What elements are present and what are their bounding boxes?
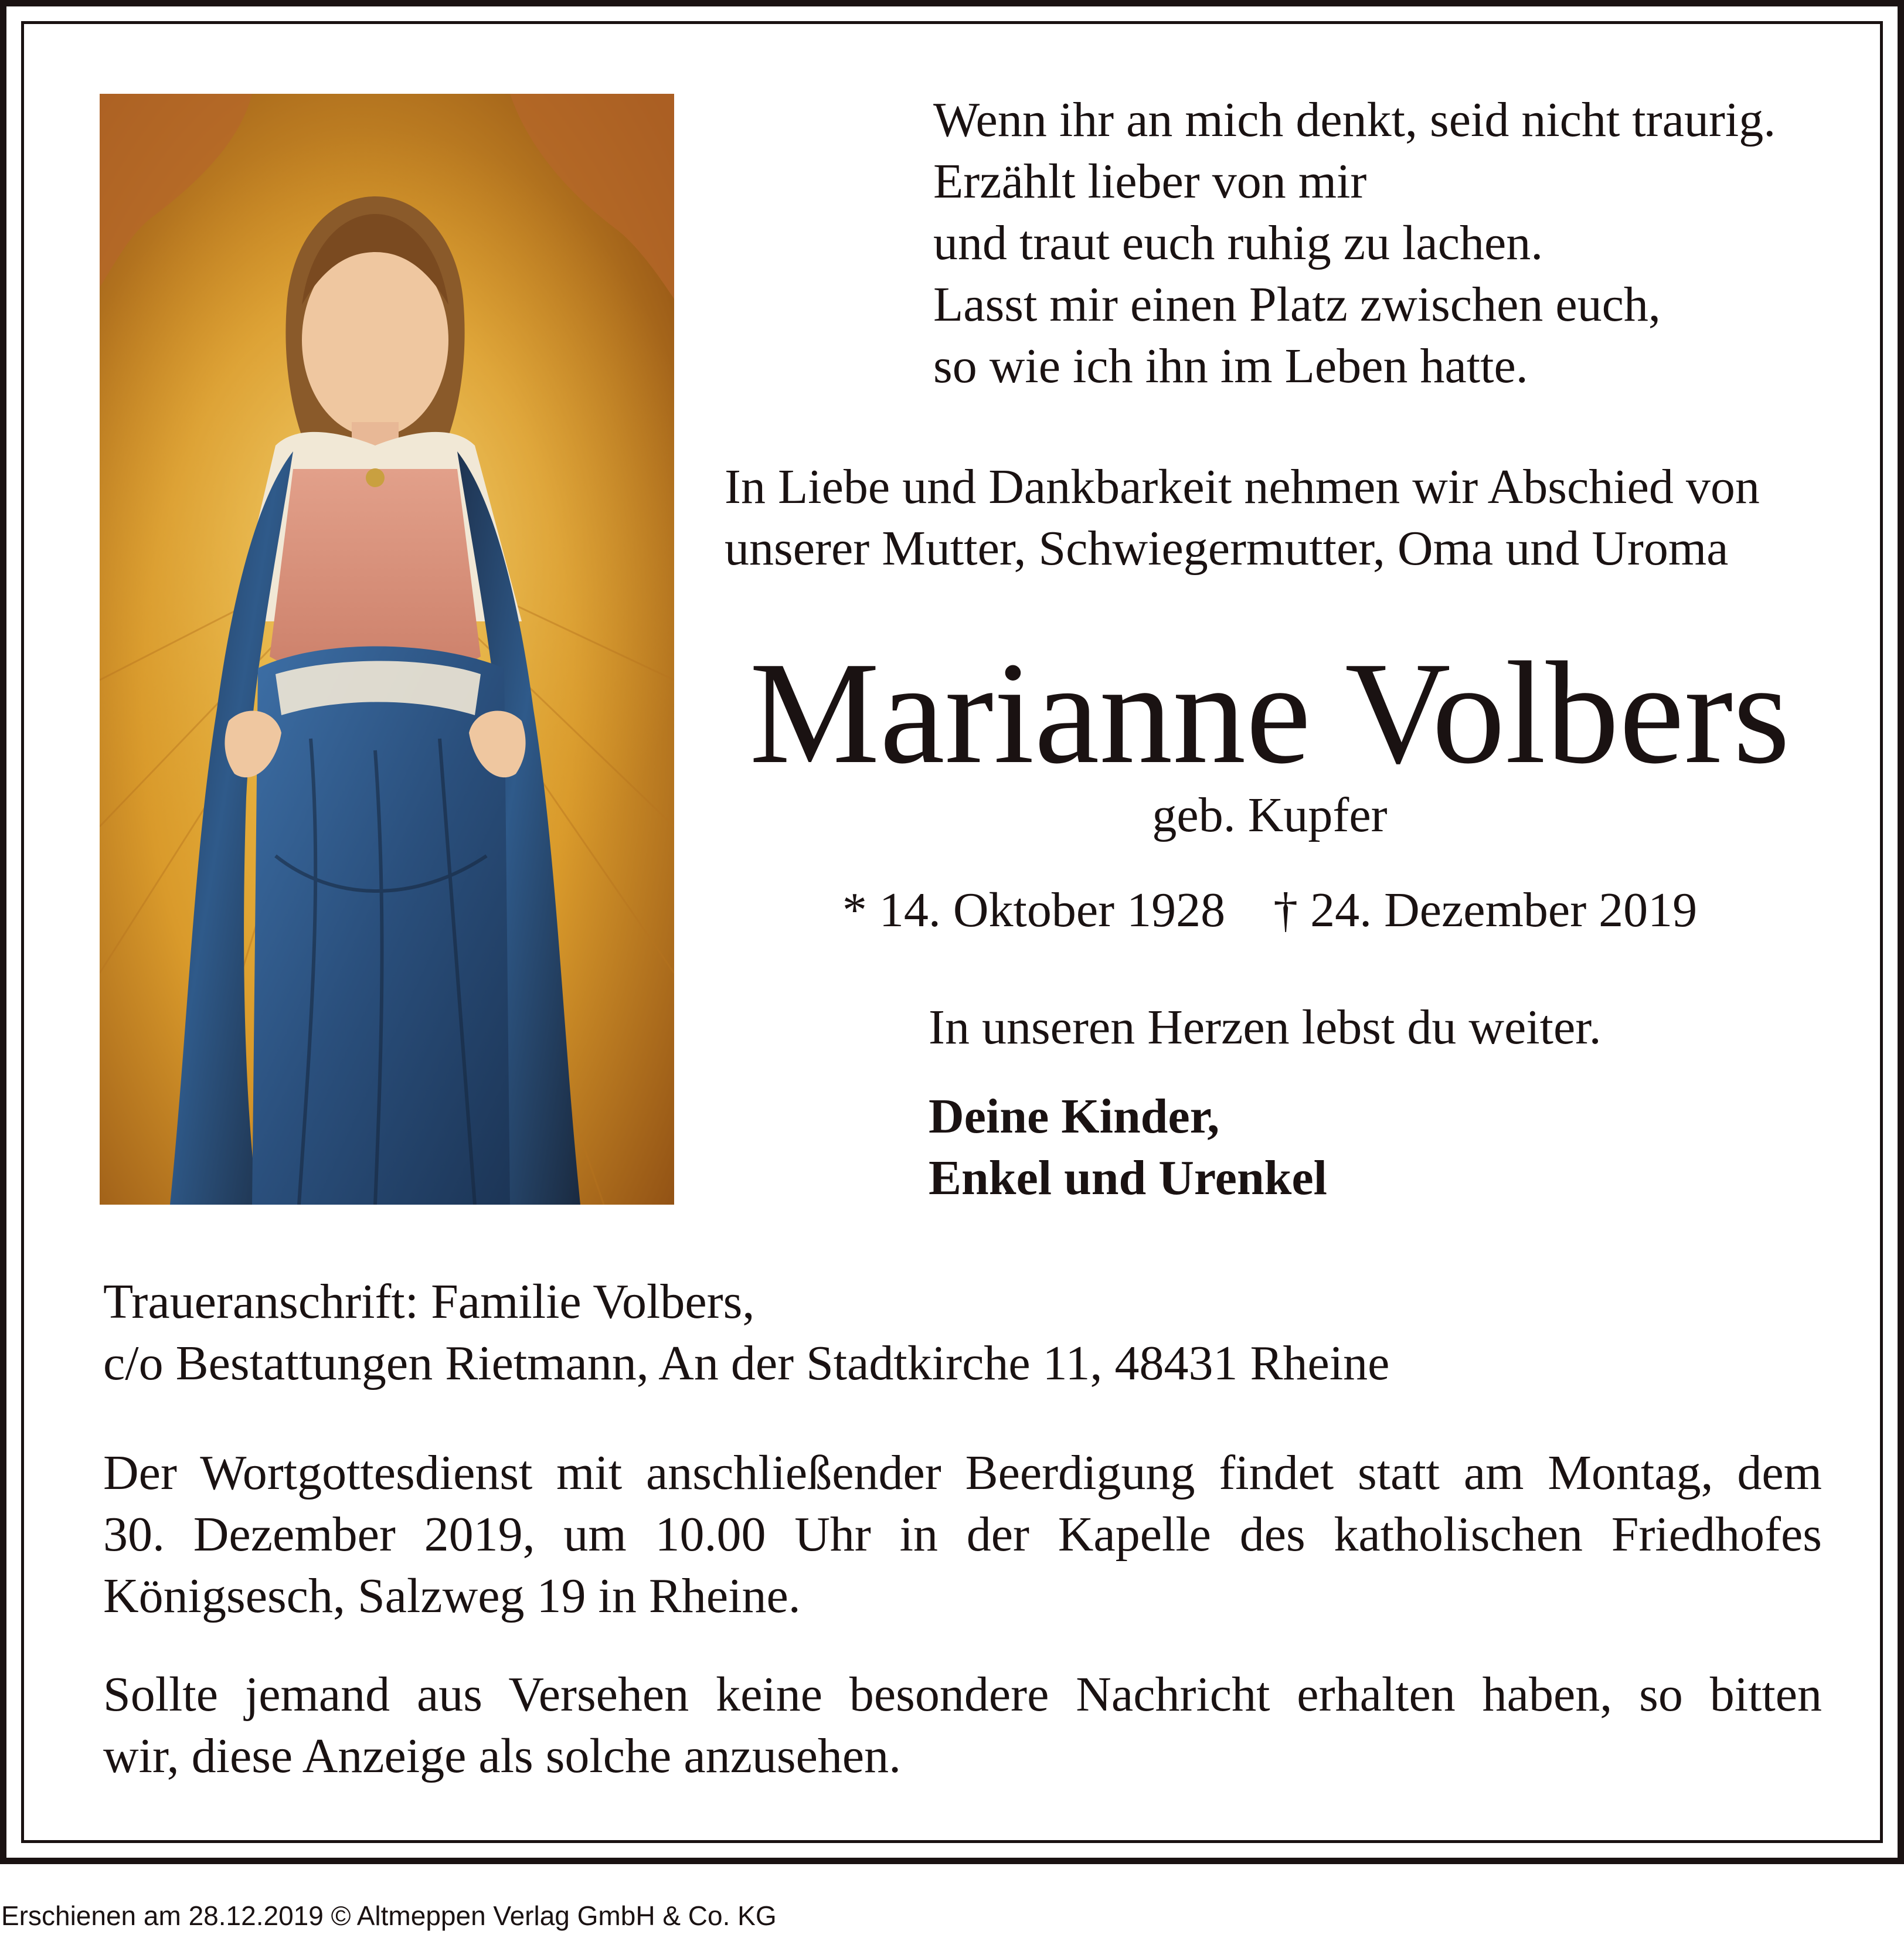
birth-date: * 14. Oktober 1928 [842,883,1226,937]
notice-line: wir, diese Anzeige als solche anzusehen. [103,1729,902,1783]
intro-line: In Liebe und Dankbarkeit nehmen wir Abschied von [725,460,1760,514]
poem-line: Wenn ihr an mich denkt, seid nicht traurig. [933,93,1776,147]
address-line: Traueranschrift: Familie Volbers, [103,1274,755,1329]
poem-line: Lasst mir einen Platz zwischen euch, [933,277,1661,332]
signoff-line: Deine Kinder, [929,1089,1220,1144]
notice-text [103,1664,1822,1787]
service-info [103,1442,1822,1627]
deceased-name: Marianne Volbers [749,632,1790,794]
life-dates [725,879,1815,941]
maiden-name: geb. Kupfer [1152,788,1388,842]
service-line: Der Wortgottesdienst mit anschließender Beerdigung findet statt am Montag, dem [103,1446,1822,1500]
address-line: c/o Bestattungen Rietmann, An der Stadtkirche 11, 48431 Rheine [103,1336,1390,1390]
service-line: 30. Dezember 2019, um 10.00 Uhr in der Kapelle des katholischen Friedhofes [103,1507,1822,1562]
notice-line: Sollte jemand aus Versehen keine besondere Nachricht erhalten haben, so bitten [103,1667,1822,1722]
death-date: † 24. Dezember 2019 [1273,883,1698,937]
farewell-intro [725,456,1815,579]
madonna-painting [100,94,674,1205]
madonna-illustration [100,94,674,1205]
poem-line: so wie ich ihn im Leben hatte. [933,339,1528,393]
service-line: Königsesch, Salzweg 19 in Rheine. [103,1569,801,1623]
mourning-address [103,1271,1389,1394]
poem-line: und traut euch ruhig zu lachen. [933,216,1543,270]
closing-line: In unseren Herzen lebst du weiter. [929,1000,1602,1055]
family-signoff [929,1086,1327,1209]
publication-footer: Erschienen am 28.12.2019 © Altmeppen Verlag GmbH & Co. KG [1,1900,777,1931]
intro-line: unserer Mutter, Schwiegermutter, Oma und Uroma [725,521,1729,576]
poem [933,89,1776,397]
poem-line: Erzählt lieber von mir [933,154,1367,209]
signoff-line: Enkel und Urenkel [929,1151,1327,1205]
